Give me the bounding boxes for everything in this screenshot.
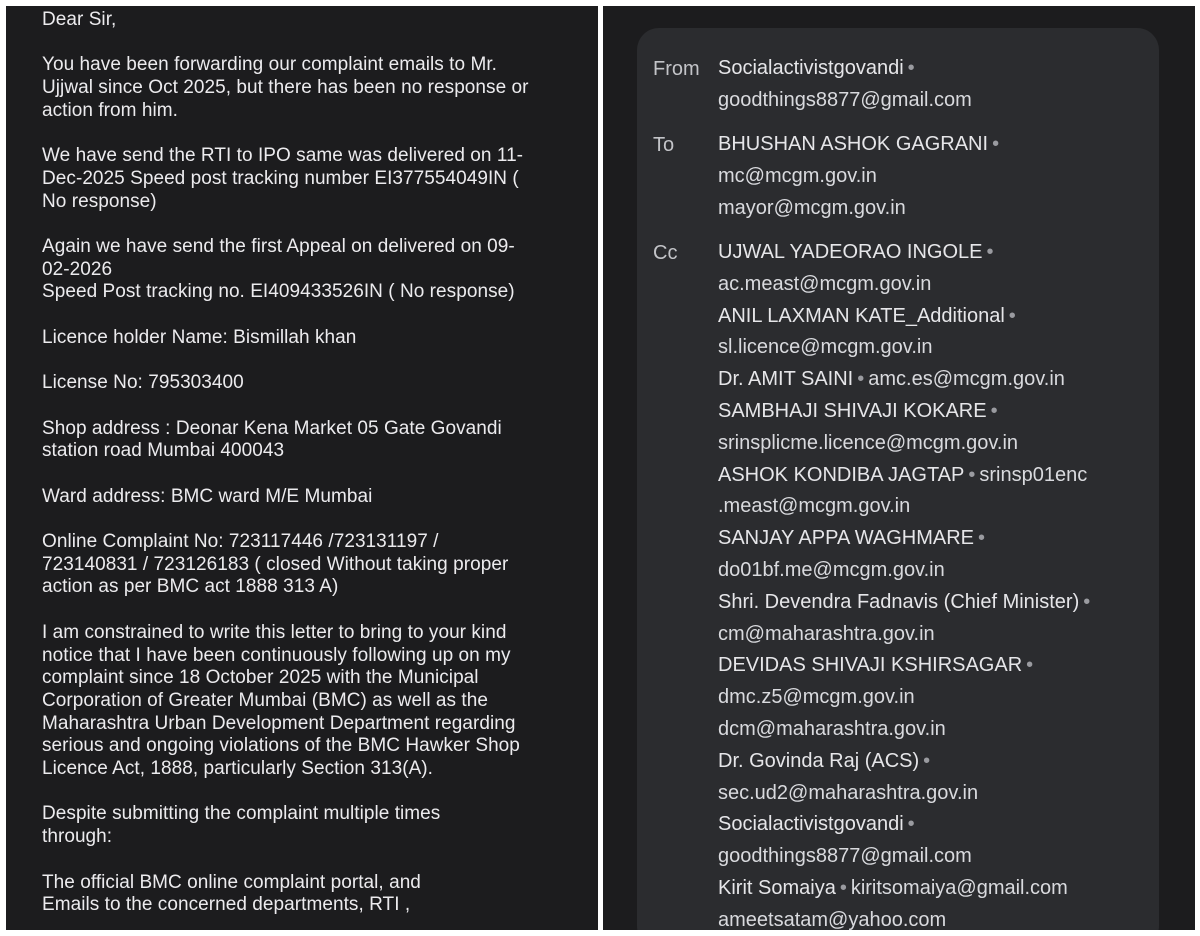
recipient-line[interactable]: [718, 332, 1150, 364]
separator-dot: •: [978, 527, 986, 550]
email-body-panel: [6, 6, 598, 930]
recipient-email[interactable]: ac.meast@mcgm.gov.in: [718, 272, 932, 295]
recipient-email[interactable]: amc.es@mcgm.gov.in: [868, 368, 1065, 391]
recipient-email[interactable]: kiritsomaiya@gmail.com: [850, 876, 1068, 899]
recipient-line[interactable]: [718, 555, 1150, 587]
recipient-line[interactable]: [718, 714, 1150, 746]
recipient-name[interactable]: Dr. AMIT SAINI: [718, 368, 854, 391]
recipient-name[interactable]: UJWAL YADEORAO INGOLE: [718, 241, 983, 263]
body-paragraph: We have send the RTI to IPO same was delivered on 11- Dec-2025 Speed post tracking number EI377554049IN ( No response): [42, 145, 524, 212]
recipient-name[interactable]: DEVIDAS SHIVAJI KSHIRSAGAR: [718, 654, 1023, 677]
to-label: To: [653, 134, 675, 156]
separator-dot: •: [990, 399, 998, 422]
body-paragraph: I am constrained to write this letter to bring to your kind notice that I have been continuously following up on my complaint since 18 October 2025 with the Municipal Corporation of Greater Mumbai (BMC) as well as the Maharashtra Urban Development Department regarding serious and ongoing violations of the BMC Hawker Shop Licence Act, 1888, particularly Section 313(A).: [42, 621, 520, 780]
recipient-email[interactable]: mayor@mcgm.gov.in: [718, 196, 906, 219]
recipient-line[interactable]: [718, 460, 1150, 492]
recipient-email[interactable]: mc@mcgm.gov.in: [718, 164, 877, 187]
from-label: From: [653, 58, 700, 80]
body-paragraph: Dear Sir,: [42, 9, 117, 30]
recipient-email[interactable]: srinsplicme.licence@mcgm.gov.in: [718, 431, 1019, 454]
email-header-panel: [603, 6, 1195, 930]
recipient-email[interactable]: sec.ud2@maharashtra.gov.in: [718, 781, 979, 804]
separator-dot: •: [923, 749, 931, 772]
recipient-name[interactable]: Socialactivistgovandi: [718, 813, 904, 836]
separator-dot: •: [857, 368, 865, 391]
recipient-line[interactable]: [718, 428, 1150, 460]
recipient-line[interactable]: [718, 85, 1150, 117]
recipient-email[interactable]: srinsp01enc: [979, 463, 1088, 486]
body-paragraph: Again we have send the first Appeal on delivered on 09- 02-2026 Speed Post tracking no. EI409433526IN ( No response): [42, 235, 515, 303]
recipient-name[interactable]: ANIL LAXMAN KATE_Additional: [718, 304, 1005, 327]
separator-dot: •: [986, 241, 994, 263]
separator-dot: •: [1083, 590, 1091, 613]
recipient-line[interactable]: [718, 364, 1150, 396]
to-recipients: [718, 129, 1150, 224]
recipient-line[interactable]: [718, 873, 1150, 905]
separator-dot: •: [992, 133, 1000, 155]
recipient-name[interactable]: Socialactivistgovandi: [718, 57, 904, 79]
recipient-line[interactable]: [718, 682, 1150, 714]
recipient-email[interactable]: goodthings8877@gmail.com: [718, 88, 972, 111]
recipient-email[interactable]: dmc.z5@mcgm.gov.in: [718, 686, 915, 709]
recipient-line[interactable]: [718, 650, 1150, 682]
body-paragraph: Online Complaint No: 723117446 /723131197 / 723140831 / 723126183 ( closed Without taking proper action as per BMC act 1888 313 A): [42, 531, 509, 598]
separator-dot: •: [1026, 654, 1034, 677]
recipient-name[interactable]: ASHOK KONDIBA JAGTAP: [718, 463, 965, 486]
recipient-line[interactable]: [718, 619, 1150, 651]
recipient-email[interactable]: dcm@maharashtra.gov.in: [718, 717, 946, 740]
recipient-line[interactable]: [718, 301, 1150, 333]
cc-label: Cc: [653, 242, 678, 264]
separator-dot: •: [907, 813, 915, 836]
recipient-line[interactable]: [718, 269, 1150, 301]
body-paragraph: You have been forwarding our complaint emails to Mr. Ujjwal since Oct 2025, but there has been no response or action from him.: [42, 54, 529, 121]
recipient-line[interactable]: [718, 809, 1150, 841]
recipient-email[interactable]: goodthings8877@gmail.com: [718, 845, 972, 868]
body-paragraph: The official BMC online complaint portal, and Emails to the concerned departments, RTI ,: [42, 871, 421, 916]
recipient-line[interactable]: [718, 841, 1150, 873]
body-paragraph: Ward address: BMC ward M/E Mumbai: [42, 485, 373, 507]
recipient-email[interactable]: sl.licence@mcgm.gov.in: [718, 336, 933, 359]
separator-dot: •: [1008, 304, 1016, 327]
recipient-line[interactable]: [718, 237, 1150, 269]
recipient-line[interactable]: [718, 746, 1150, 778]
recipient-line[interactable]: [718, 587, 1150, 619]
recipient-details-card: [637, 28, 1159, 930]
recipient-line[interactable]: [718, 905, 1150, 930]
body-paragraph: License No: 795303400: [42, 372, 244, 394]
recipient-name[interactable]: SAMBHAJI SHIVAJI KOKARE: [718, 399, 987, 422]
recipient-name[interactable]: SANJAY APPA WAGHMARE: [718, 527, 974, 550]
separator-dot: •: [839, 876, 847, 899]
body-paragraph: Licence holder Name: Bismillah khan: [42, 326, 357, 348]
recipient-name[interactable]: Kirit Somaiya: [718, 876, 836, 899]
recipient-name[interactable]: BHUSHAN ASHOK GAGRANI: [718, 133, 989, 155]
body-paragraph: Despite submitting the complaint multiple times through:: [42, 803, 441, 848]
cc-recipients: [718, 237, 1150, 930]
recipient-line[interactable]: [718, 523, 1150, 555]
recipient-line[interactable]: [718, 778, 1150, 810]
recipient-name[interactable]: Dr. Govinda Raj (ACS): [718, 749, 920, 772]
recipient-line[interactable]: [718, 129, 1150, 161]
separator-dot: •: [907, 57, 915, 79]
from-recipients: [718, 53, 1150, 117]
recipient-line[interactable]: [718, 193, 1150, 225]
recipient-line[interactable]: [718, 161, 1150, 193]
email-body-text: [42, 6, 578, 930]
recipient-email[interactable]: ameetsatam@yahoo.com: [718, 908, 947, 930]
recipient-line[interactable]: [718, 53, 1150, 85]
recipient-email[interactable]: .meast@mcgm.gov.in: [718, 495, 911, 518]
recipient-line[interactable]: [718, 491, 1150, 523]
recipient-name[interactable]: Shri. Devendra Fadnavis (Chief Minister): [718, 590, 1080, 613]
separator-dot: •: [968, 463, 976, 486]
recipient-email[interactable]: cm@maharashtra.gov.in: [718, 622, 935, 645]
recipient-email[interactable]: do01bf.me@mcgm.gov.in: [718, 558, 945, 581]
body-paragraph: Shop address : Deonar Kena Market 05 Gate Govandi station road Mumbai 400043: [42, 417, 502, 462]
recipient-line[interactable]: [718, 396, 1150, 428]
